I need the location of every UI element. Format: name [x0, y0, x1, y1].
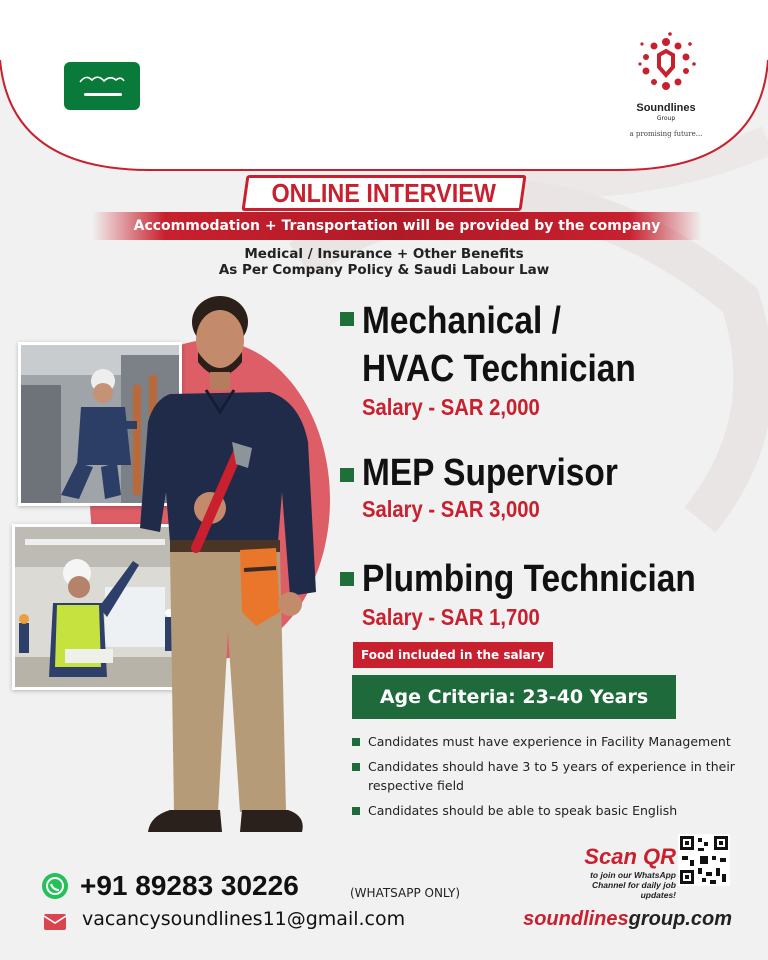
- soundlines-logo: [626, 30, 706, 140]
- job-title: MEP Supervisor: [362, 452, 618, 494]
- job-bullet-icon: [340, 312, 354, 326]
- criteria-item: [352, 801, 762, 820]
- logo-group: Group: [656, 115, 676, 122]
- criteria-item: [352, 757, 762, 795]
- square-bullet-icon: [352, 738, 360, 746]
- criteria-text: Candidates must have experience in Facility Management: [368, 734, 731, 749]
- criteria-list: [352, 732, 762, 826]
- job-title: Plumbing Technician: [362, 558, 696, 600]
- square-bullet-icon: [352, 807, 360, 815]
- saudi-flag-icon: [64, 62, 140, 110]
- scan-qr-title: Scan QR: [584, 844, 676, 869]
- website-link[interactable]: [520, 908, 732, 931]
- criteria-text: Candidates should be able to speak basic English: [368, 803, 678, 818]
- job-bullet-icon: [340, 468, 354, 482]
- job-salary: Salary - SAR 3,000: [362, 496, 540, 522]
- whatsapp-icon: [42, 873, 68, 899]
- website-part-1: soundlines: [523, 908, 629, 930]
- online-interview-label: ONLINE INTERVIEW: [271, 178, 497, 208]
- job-salary: Salary - SAR 1,700: [362, 604, 540, 630]
- email-address: vacancysoundlines11@gmail.com: [82, 908, 406, 930]
- criteria-item: [352, 732, 762, 751]
- job-bullet-icon: [340, 572, 354, 586]
- soundlines-logo-icon: [626, 30, 706, 100]
- scan-qr-note-2: Channel for daily job updates!: [591, 880, 676, 900]
- age-criteria-banner: Age Criteria: 23-40 Years: [352, 675, 676, 719]
- benefits-line-1: Medical / Insurance + Other Benefits: [244, 246, 524, 262]
- square-bullet-icon: [352, 763, 360, 771]
- criteria-text: Candidates should have 3 to 5 years of experience in their respective field: [368, 759, 735, 793]
- job-title-cont: HVAC Technician: [362, 348, 636, 390]
- benefits-text: [0, 246, 768, 278]
- qr-code-icon[interactable]: [678, 834, 730, 886]
- scan-qr-note-1: to join our WhatsApp: [590, 870, 676, 880]
- whatsapp-only-note: (WHATSAPP ONLY): [350, 886, 461, 900]
- accommodation-banner: Accommodation + Transportation will be provided by the company: [92, 212, 702, 240]
- scan-qr-block: [572, 844, 676, 900]
- technician-illustration: [140, 292, 340, 862]
- logo-name: Soundlines: [636, 102, 696, 114]
- food-note-badge: Food included in the salary: [353, 642, 553, 668]
- website-part-2: group.com: [628, 908, 732, 930]
- logo-tagline: a promising future...: [629, 130, 703, 138]
- phone-number: +91 89283 30226: [80, 870, 299, 901]
- job-salary: Salary - SAR 2,000: [362, 394, 540, 420]
- online-interview-banner: [241, 175, 526, 211]
- benefits-line-2: As Per Company Policy & Saudi Labour Law: [218, 262, 550, 278]
- mail-icon: [44, 912, 66, 930]
- job-title: Mechanical /: [362, 300, 561, 342]
